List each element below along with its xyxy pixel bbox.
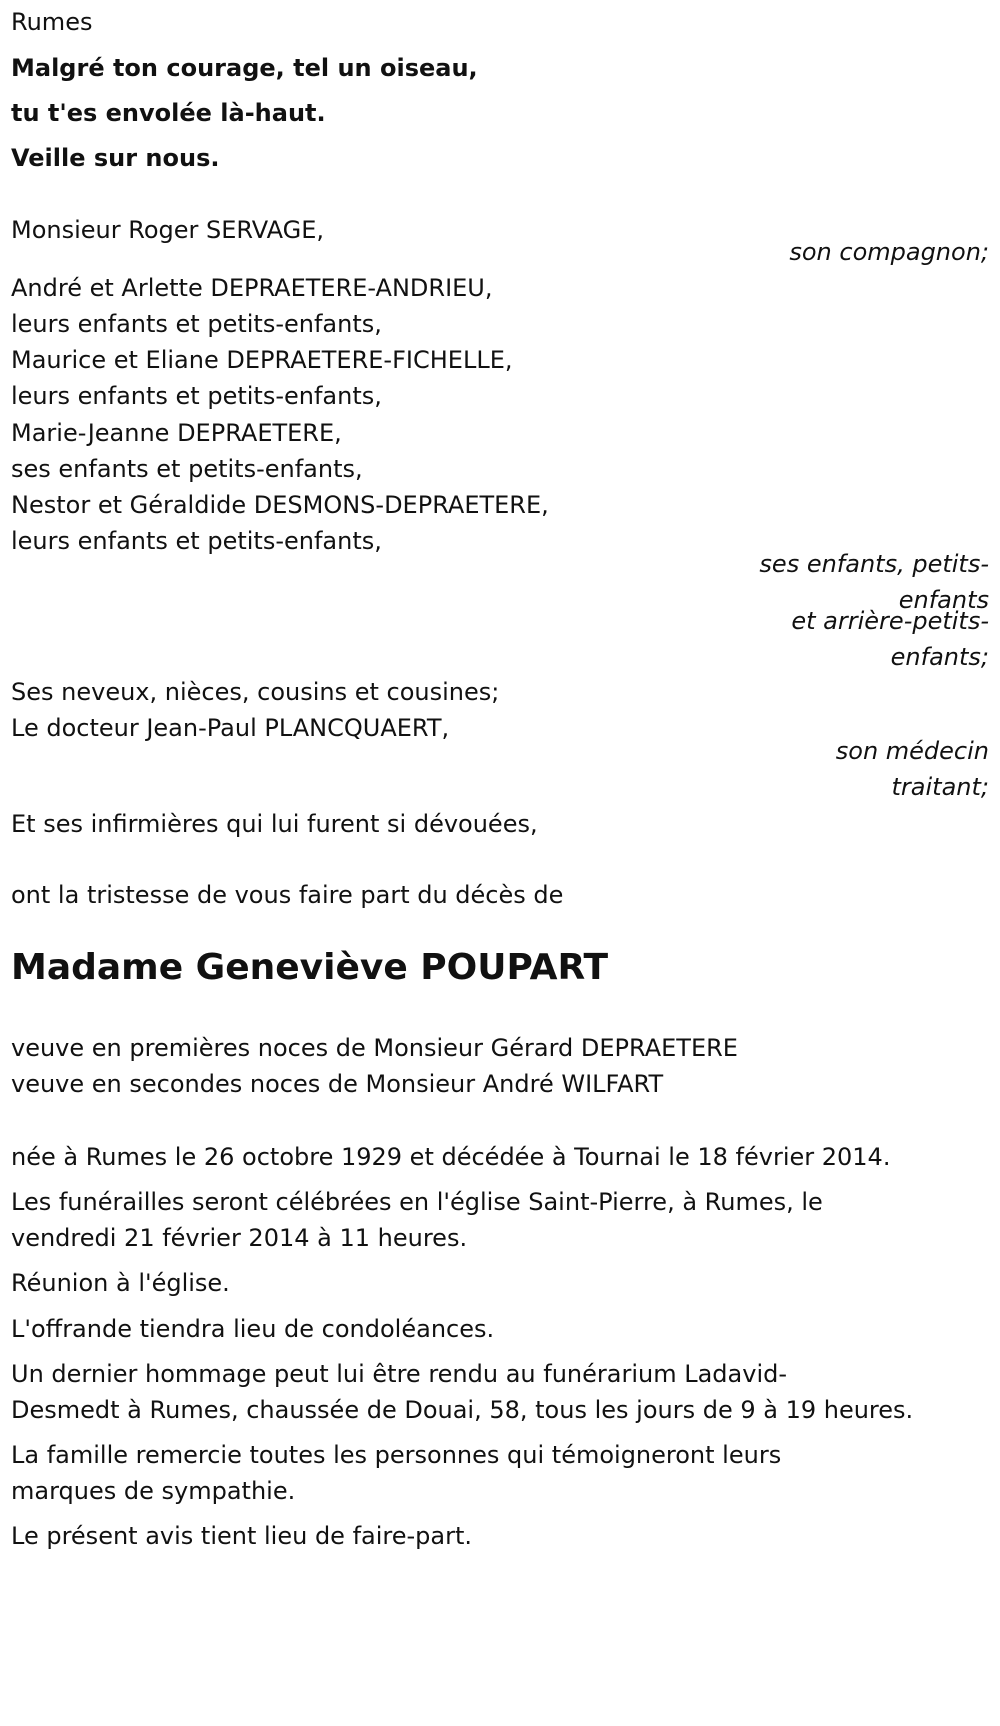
deceased-name: Madame Geneviève POUPART (11, 947, 609, 988)
tribute-line: Desmedt à Rumes, chaussée de Douai, 58, tous les jours de 9 à 19 heures. (11, 1396, 914, 1424)
children-role-line: ses enfants, petits- (759, 550, 989, 578)
offering-line: L'offrande tiendra lieu de condoléances. (11, 1315, 495, 1343)
nurses-line: Et ses infirmières qui lui furent si dévouées, (11, 810, 538, 838)
relatives-line: Ses neveux, nièces, cousins et cousines; (11, 678, 500, 706)
child-line: ses enfants et petits-enfants, (11, 455, 363, 483)
place-name: Rumes (11, 8, 93, 36)
funeral-line: vendredi 21 février 2014 à 11 heures. (11, 1224, 468, 1252)
child-line: André et Arlette DEPRAETERE-ANDRIEU, (11, 274, 493, 302)
doctor-name: Le docteur Jean-Paul PLANCQUAERT, (11, 714, 450, 742)
birth-death-line: née à Rumes le 26 octobre 1929 et décédée à Tournai le 18 février 2014. (11, 1143, 891, 1171)
meeting-line: Réunion à l'église. (11, 1269, 230, 1297)
doctor-role-line: traitant; (891, 773, 989, 801)
funeral-line: Les funérailles seront célébrées en l'église Saint-Pierre, à Rumes, le (11, 1188, 823, 1216)
child-line: leurs enfants et petits-enfants, (11, 527, 382, 555)
notice-line: Le présent avis tient lieu de faire-part. (11, 1522, 473, 1550)
companion-role: son compagnon; (789, 238, 989, 266)
marriage-line: veuve en premières noces de Monsieur Gérard DEPRAETERE (11, 1034, 738, 1062)
poem-line-3: Veille sur nous. (11, 144, 220, 172)
thanks-line: La famille remercie toutes les personnes qui témoigneront leurs (11, 1441, 782, 1469)
children-role-line: enfants; (890, 643, 989, 671)
poem-line-2: tu t'es envolée là-haut. (11, 99, 326, 127)
poem-line-1: Malgré ton courage, tel un oiseau, (11, 54, 478, 82)
children-role-line: enfants (898, 586, 989, 614)
child-line: Maurice et Eliane DEPRAETERE-FICHELLE, (11, 346, 513, 374)
marriage-line: veuve en secondes noces de Monsieur André WILFART (11, 1070, 664, 1098)
child-line: leurs enfants et petits-enfants, (11, 382, 382, 410)
tribute-line: Un dernier hommage peut lui être rendu au funérarium Ladavid- (11, 1360, 788, 1388)
doctor-role-line: son médecin (835, 737, 989, 765)
child-line: Nestor et Géraldide DESMONS-DEPRAETERE, (11, 491, 549, 519)
child-line: Marie-Jeanne DEPRAETERE, (11, 419, 342, 447)
children-role-line: et arrière-petits- (791, 607, 989, 635)
companion-name: Monsieur Roger SERVAGE, (11, 216, 325, 244)
thanks-line: marques de sympathie. (11, 1477, 296, 1505)
child-line: leurs enfants et petits-enfants, (11, 310, 382, 338)
announcement-intro: ont la tristesse de vous faire part du décès de (11, 881, 564, 909)
